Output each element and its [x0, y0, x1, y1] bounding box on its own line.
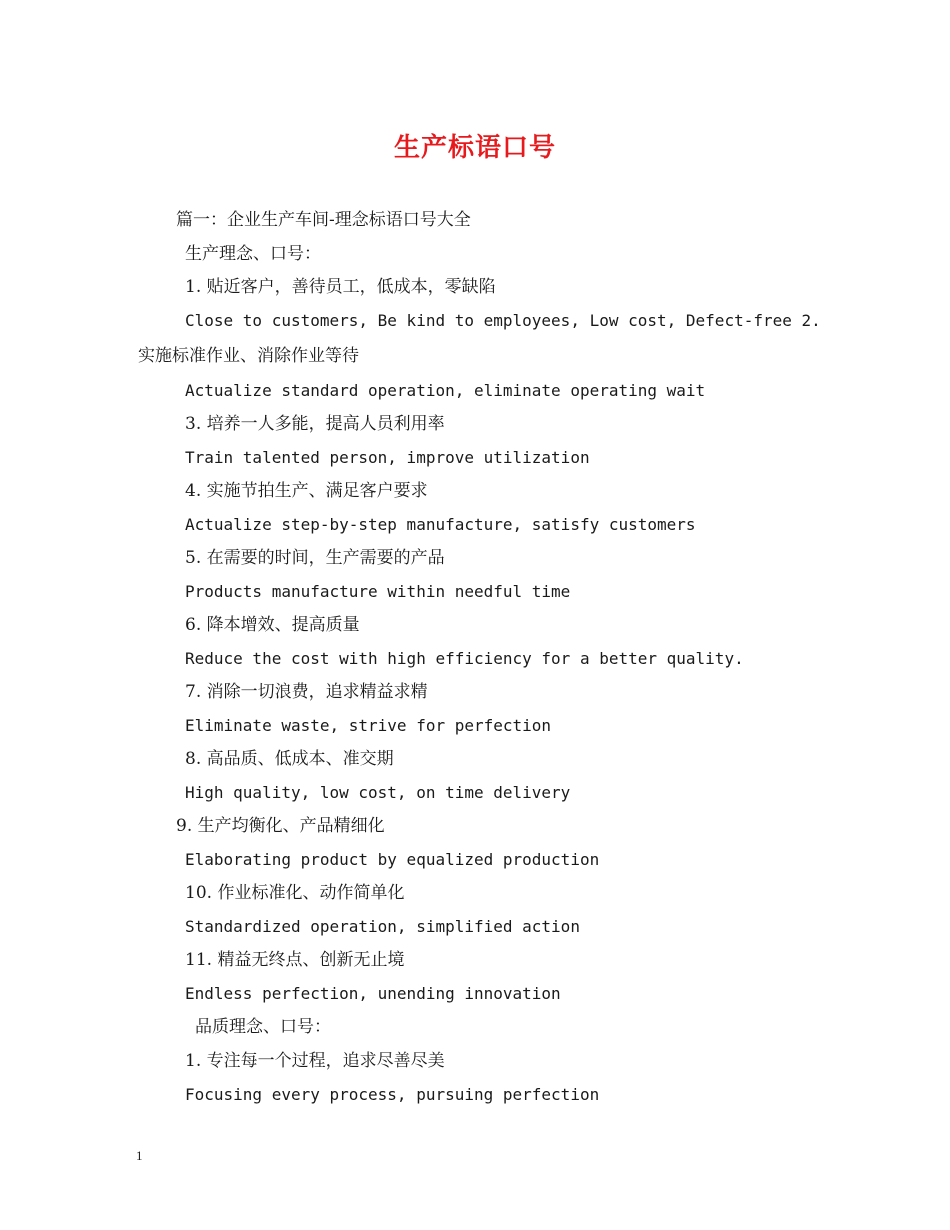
slogan-cn: 11. 精益无终点、创新无止境 — [185, 950, 405, 970]
slogan-en: Products manufacture within needful time — [185, 582, 571, 601]
quality-slogan-cn: 1. 专注每一个过程，追求尽善尽美 — [185, 1051, 445, 1071]
slogan-en: Actualize standard operation, eliminate operating wait — [185, 381, 706, 400]
document-title: 生产标语口号 — [393, 133, 556, 163]
slogan-en: Elaborating product by equalized production — [185, 850, 600, 869]
slogan-en: Reduce the cost with high efficiency for a better quality. — [185, 649, 744, 668]
slogan-cn: 7. 消除一切浪费，追求精益求精 — [185, 682, 428, 702]
slogan-cn: 9. 生产均衡化、产品精细化 — [176, 816, 385, 836]
page-number: 1 — [136, 1148, 143, 1163]
slogan-cn: 4. 实施节拍生产、满足客户要求 — [185, 481, 428, 501]
section-heading: 篇一：企业生产车间-理念标语口号大全 — [176, 210, 471, 230]
production-heading: 生产理念、口号： — [185, 244, 321, 264]
slogan-cn: 6. 降本增效、提高质量 — [185, 615, 360, 635]
slogan-cn: 1. 贴近客户，善待员工，低成本，零缺陷 — [185, 277, 496, 297]
slogan-cn: 3. 培养一人多能，提高人员利用率 — [185, 414, 445, 434]
slogan-cn: 实施标准作业、消除作业等待 — [138, 346, 359, 366]
quality-heading: 品质理念、口号： — [195, 1017, 331, 1037]
slogan-en: Close to customers, Be kind to employees, Low cost, Defect-free 2. — [185, 311, 821, 330]
slogan-en: Eliminate waste, strive for perfection — [185, 716, 552, 735]
slogan-en: Standardized operation, simplified action — [185, 917, 580, 936]
slogan-cn: 5. 在需要的时间，生产需要的产品 — [185, 548, 445, 568]
slogan-en: Endless perfection, unending innovation — [185, 984, 561, 1003]
slogan-cn: 8. 高品质、低成本、准交期 — [185, 749, 394, 769]
quality-slogan-en: Focusing every process, pursuing perfection — [185, 1085, 600, 1104]
slogan-en: Train talented person, improve utilization — [185, 448, 590, 467]
slogan-en: Actualize step-by-step manufacture, satisfy customers — [185, 515, 696, 534]
slogan-en: High quality, low cost, on time delivery — [185, 783, 571, 802]
slogan-cn: 10. 作业标准化、动作简单化 — [185, 883, 405, 903]
